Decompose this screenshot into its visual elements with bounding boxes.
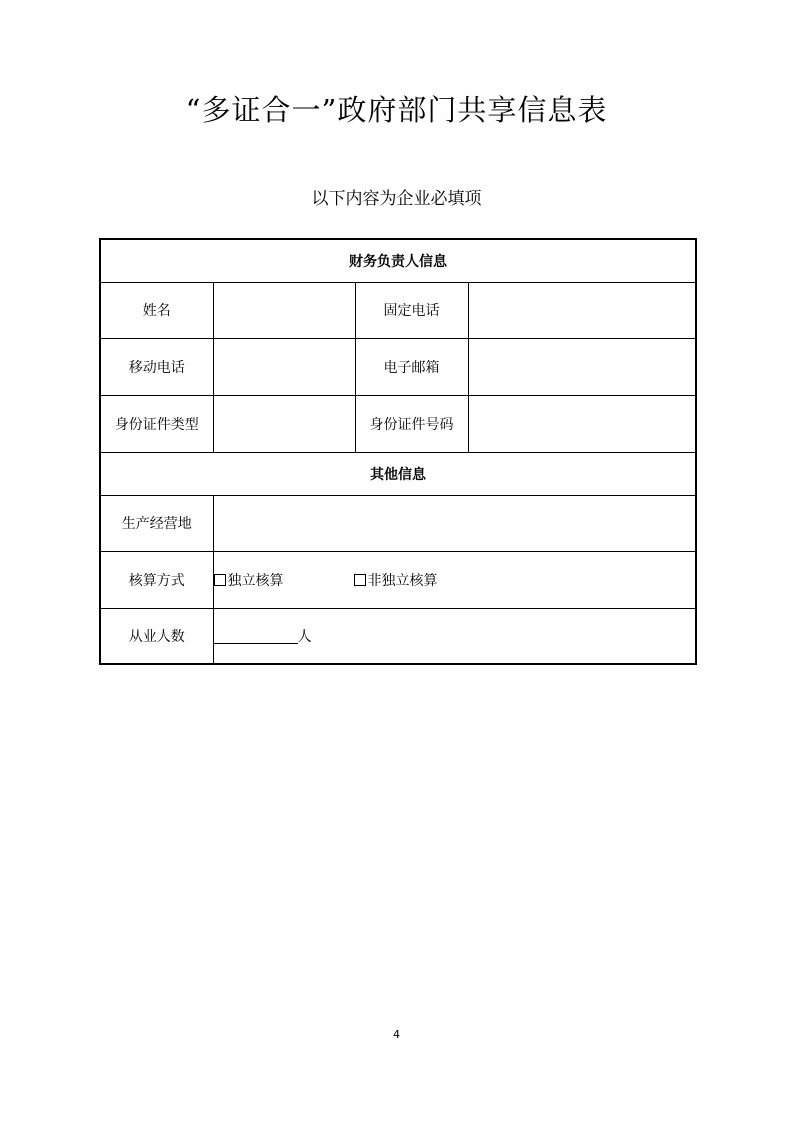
email-field[interactable] xyxy=(468,338,696,395)
option-label: 独立核算 xyxy=(227,572,284,589)
id-type-field[interactable] xyxy=(213,395,355,452)
name-label: 姓名 xyxy=(100,282,213,338)
landline-phone-field[interactable] xyxy=(468,282,696,338)
id-type-label: 身份证件类型 xyxy=(100,395,213,452)
production-address-label: 生产经营地 xyxy=(100,495,213,551)
mobile-phone-field[interactable] xyxy=(213,338,355,395)
document-subtitle: 以下内容为企业必填项 xyxy=(311,189,482,209)
mobile-phone-label: 移动电话 xyxy=(100,338,213,395)
id-number-field[interactable] xyxy=(468,395,696,452)
table-row xyxy=(100,282,696,338)
id-number-label: 身份证件号码 xyxy=(355,395,468,452)
name-field[interactable] xyxy=(213,282,355,338)
table-row xyxy=(100,395,696,452)
employees-unit: 人 xyxy=(297,628,312,645)
landline-phone-label: 固定电话 xyxy=(355,282,468,338)
option-label: 非独立核算 xyxy=(367,572,438,589)
production-address-field[interactable] xyxy=(213,495,696,551)
table-row xyxy=(100,495,696,551)
employees-cell xyxy=(213,608,696,664)
table-row xyxy=(100,551,696,608)
finance-section-heading: 财务负责人信息 xyxy=(100,239,696,282)
checkbox-icon[interactable] xyxy=(354,574,366,586)
table-row xyxy=(100,608,696,664)
employees-label: 从业人数 xyxy=(100,608,213,664)
non-independent-accounting-option[interactable] xyxy=(354,570,438,590)
document-title: “多证合一”政府部门共享信息表 xyxy=(185,93,608,127)
other-section-heading: 其他信息 xyxy=(100,452,696,495)
independent-accounting-option[interactable] xyxy=(214,570,284,590)
email-label: 电子邮箱 xyxy=(355,338,468,395)
page-number: 4 xyxy=(393,1028,400,1041)
shared-info-form xyxy=(99,238,697,665)
checkbox-icon[interactable] xyxy=(214,574,226,586)
accounting-method-options xyxy=(213,551,696,608)
accounting-method-label: 核算方式 xyxy=(100,551,213,608)
table-row xyxy=(100,338,696,395)
employees-count-blank[interactable] xyxy=(214,629,298,644)
